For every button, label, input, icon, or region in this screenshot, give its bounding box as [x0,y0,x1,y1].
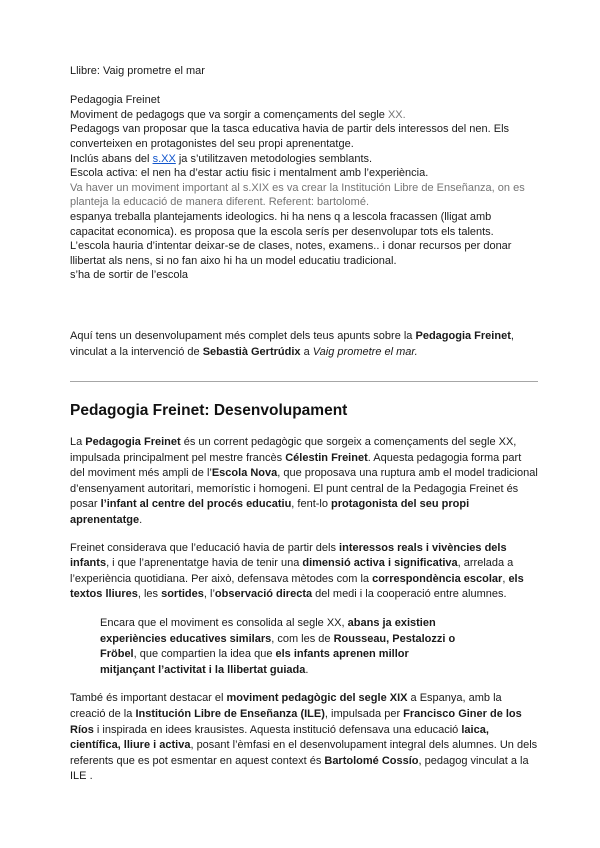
note-paragraph [70,239,538,268]
text-run: , impulsada per [324,708,404,720]
text-run: Encara que el moviment es consolida al segle XX, [100,617,348,630]
text-run: Pedagogs van proposar que la tasca educativa havia de partir dels interessos del nen. Els converteixen en protagonistes del seu propi aprenentatge. [70,123,513,150]
paragraph-freinet-methods [70,541,538,603]
paragraph-freinet-origin [70,435,538,529]
text-run: ja s’utilitzaven metodologies semblants. [175,152,373,165]
text-run: , que compartien la idea que [133,648,276,661]
text-run: , l’ [203,588,215,601]
text-run: , com les de [271,632,334,645]
text-run: , fent-lo [291,498,332,511]
text-run: Freinet considerava que l’educació havia de partir dels [70,541,340,554]
text-run: . [305,663,309,676]
paragraph-ile [70,691,538,785]
section-divider [70,381,538,382]
italic-text-run: Vaig prometre el mar. [312,345,418,358]
bold-text-run: Institución Libre de Enseñanza (ILE) [135,708,325,720]
bold-text-run: Pedagogia Freinet [85,436,181,449]
bold-text-run: correspondència escolar [372,572,503,585]
note-paragraph [70,268,538,283]
bold-text-run: laica, científica, lliure i activa [70,723,489,752]
text-run: , i que l’aprenentatge havia de tenir una [106,557,303,570]
bold-text-run: interessos reals i vivències dels infants [70,541,507,570]
note-paragraph [70,166,538,181]
bold-text-run: observació directa [214,588,313,601]
text-run: XX. [387,108,406,121]
bold-text-run: Bartolomé Cossío [324,754,419,767]
bold-text-run: Sebastià Gertrúdix [202,345,301,358]
text-run: Aquí tens un desenvolupament més complet dels teus apunts sobre la [70,329,416,342]
text-run: , pedagog vinculat a la ILE . [70,754,529,783]
text-run: Inclús abans del [70,152,153,165]
blockquote-precursors [100,616,458,678]
bold-text-run: dimensió activa i significativa [302,557,458,570]
text-run: , posant l’èmfasi en el desenvolupament integral dels alumnes. Un dels referents que es pot esmentar en aquest context és [70,739,538,767]
text-run: s’ha de sortir de l’escola [70,269,189,282]
bold-text-run: Escola Nova [211,467,278,480]
text-run: espanya treballa plantejaments ideologics. hi ha nens q a lescola fracassen (lligat amb capacitat economica). es proposa que la escola serís per desenvolupar tots els talents. [70,210,495,238]
text-run: L’escola hauria d’intentar deixar-se de clases, notes, examens.. i donar recursos per donar llibertat als nens, si no fan aixo hi ha un model educatiu tradicional. [70,240,515,267]
text-run: , que proposava una ruptura amb el model tradicional d’ensenyament autoritari, memorístic i homogeni. El punt central de la Pedagogia Freinet és posar [70,467,538,511]
text-run: , vinculat a la intervenció de [70,329,514,358]
text-run: a [300,345,313,358]
text-run: , les [137,588,162,601]
bold-text-run: els textos lliures [70,572,524,601]
text-run: és un corrent pedagògic que sorgeix a començaments del segle XX, impulsada principalment pel mestre francès [70,436,517,464]
text-run: i inspirada en idees krausistes. Aquesta institució defensava una educació [93,723,462,736]
section-heading: Pedagogia Freinet: Desenvolupament [70,402,348,420]
text-run: . Aquesta pedagogia forma part del moviment més ampli de l’ [70,451,522,480]
bold-text-run: Célestin Freinet [285,451,368,464]
bold-text-run: Rousseau, Pestalozzi o Fröbel [100,632,456,661]
bold-text-run: protagonista del seu propi aprenentatge [70,498,470,527]
text-run: La [70,436,86,449]
bold-text-run: sortides [161,588,204,601]
note-paragraph [70,122,538,151]
bold-text-run: abans ja existien experiències educatives similars [100,617,436,645]
text-run: , arrelada a l’experiència quotidiana. Per això, defensava mètodes com la [70,557,514,585]
note-paragraph [70,64,538,79]
text-run: a Espanya, amb la creació de la [70,692,502,720]
text-run: Escola activa: el nen ha d’estar actiu fisic i mentalment amb l’experiència. [70,167,429,180]
intro-paragraph [70,329,538,360]
bold-text-run: Pedagogia Freinet [415,329,511,342]
text-run: del medi i la cooperació entre alumnes. [312,588,507,601]
note-paragraph [70,181,538,210]
text-run: També és important destacar el [70,692,227,705]
bold-text-run: els infants aprenen millor mitjançant l’activitat i la llibertat guiada [100,648,409,676]
bold-text-run: moviment pedagògic del segle XIX [226,692,408,705]
note-paragraph [70,93,538,108]
note-paragraph [70,79,538,94]
link-s-xx[interactable]: s.XX [152,152,176,165]
note-paragraph [70,210,538,239]
text-run: , [502,572,509,585]
text-run: Moviment de pedagogs que va sorgir a començaments del segle [70,108,388,121]
note-paragraph [70,108,538,123]
text-run: . [139,514,143,527]
text-run: Pedagogia Freinet [70,94,160,107]
bold-text-run: l’infant al centre del procés educatiu [100,498,292,511]
bold-text-run: Francisco Giner de los Ríos [70,708,522,736]
text-run: Va haver un moviment important al s.XIX es va crear la Institución Libre de Enseñanza, on es planteja la educació de manera diferent. Referent: bartolomé. [70,181,528,209]
note-paragraph [70,152,538,167]
notes-section [70,64,538,283]
text-run: Llibre: Vaig prometre el mar [70,65,205,77]
